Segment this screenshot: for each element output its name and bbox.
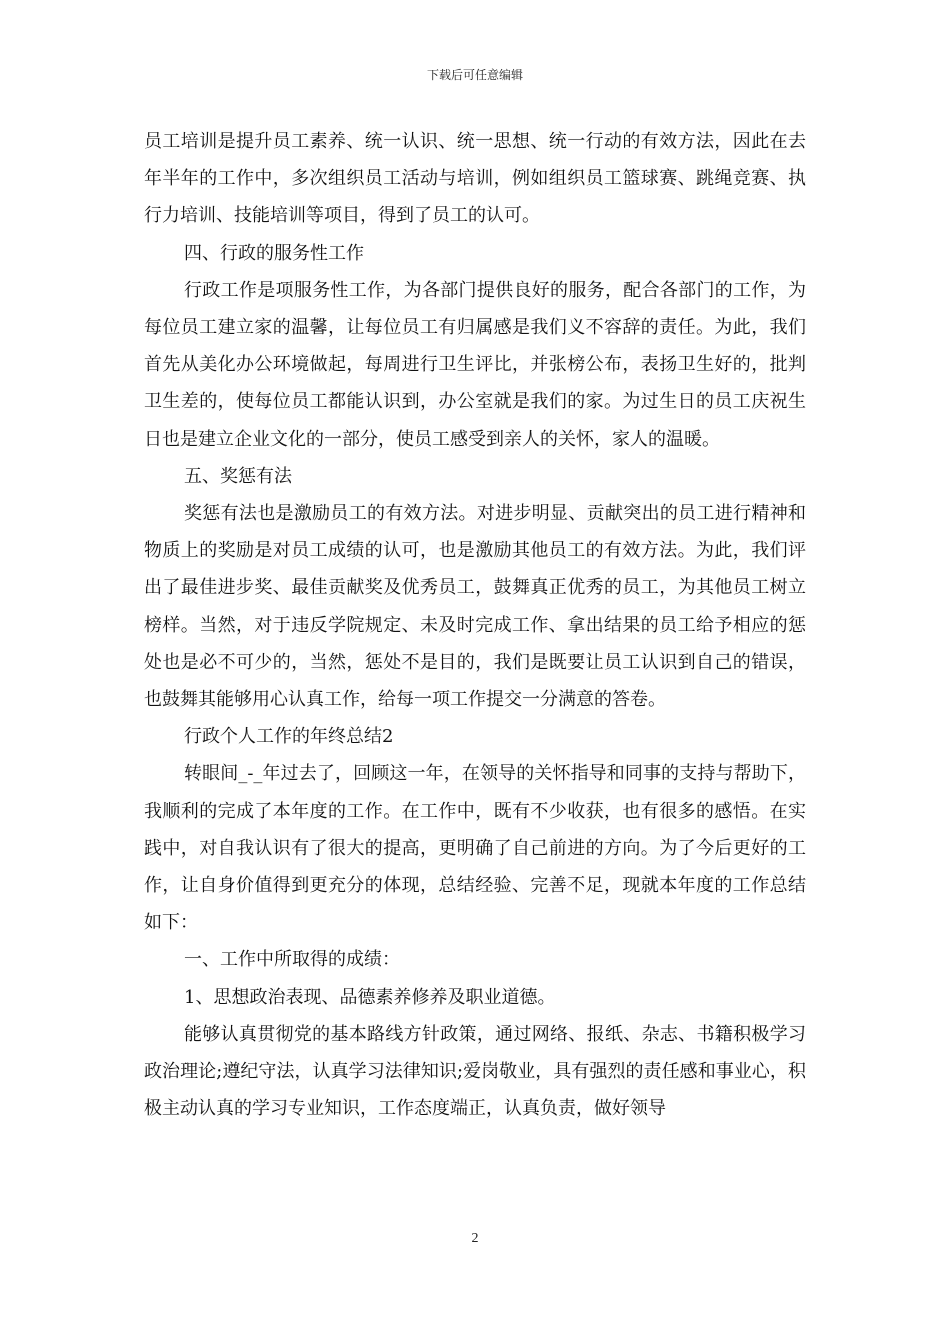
- section-heading-rewards: 五、奖惩有法: [184, 465, 292, 487]
- paragraph-intro: 转眼间_-_年过去了，回顾这一年，在领导的关怀指导和同事的支持与帮助下，我顺利的完成了本年度的工作。在工作中，既有不少收获，也有很多的感悟。在实践中，对自我认识有了很大的提高，更明确了自己前进的方向。为了今后更好的工作，让自身价值得到更充分的体现，总结经验、完善不足，现就本年度的工作总结如下：: [144, 763, 806, 934]
- page-header: 下载后可任意编辑: [426, 68, 523, 82]
- paragraph-rewards: 奖惩有法也是激励员工的有效方法。对进步明显、贡献突出的员工进行精神和物质上的奖励是对员工成绩的认可，也是激励其他员工的有效方法。为此，我们评出了最佳进步奖、最佳贡献奖及优秀员工，鼓舞真正优秀的员工，为其他员工树立榜样。当然，对于违反学院规定、未及时完成工作、拿出结果的员工给予相应的惩处也是必不可少的，当然，惩处不是目的，我们是既要让员工认识到自己的错误，也鼓舞其能够用心认真工作，给每一项工作提交一分满意的答卷。: [144, 503, 806, 711]
- section-heading-service: 四、行政的服务性工作: [184, 242, 364, 264]
- paragraph-ethics: 能够认真贯彻党的基本路线方针政策，通过网络、报纸、杂志、书籍积极学习政治理论;遵纪守法，认真学习法律知识;爱岗敬业，具有强烈的责任感和事业心，积极主动认真的学习专业知识，工作态度端正，认真负责，做好领导: [144, 1023, 806, 1120]
- paragraph-service: 行政工作是项服务性工作，为各部门提供良好的服务，配合各部门的工作，为每位员工建立家的温馨，让每位员工有归属感是我们义不容辞的责任。为此，我们首先从美化办公环境做起，每周进行卫生评比，并张榜公布，表扬卫生好的，批判卫生差的，使每位员工都能认识到，办公室就是我们的家。为过生日的员工庆祝生日也是建立企业文化的一部分，使员工感受到亲人的关怀，家人的温暖。: [144, 279, 806, 450]
- page-number: 2: [471, 1231, 479, 1246]
- subsection-heading-ethics: 1、思想政治表现、品德素养修养及职业道德。: [184, 986, 556, 1008]
- paragraph-training: 员工培训是提升员工素养、统一认识、统一思想、统一行动的有效方法，因此在去年半年的工作中，多次组织员工活动与培训，例如组织员工篮球赛、跳绳竞赛、执行力培训、技能培训等项目，得到了员工的认可。: [144, 131, 806, 227]
- document-body: [144, 123, 806, 1127]
- document-subtitle: 行政个人工作的年终总结2: [184, 726, 394, 748]
- section-heading-achievements: 一、工作中所取得的成绩：: [184, 949, 400, 971]
